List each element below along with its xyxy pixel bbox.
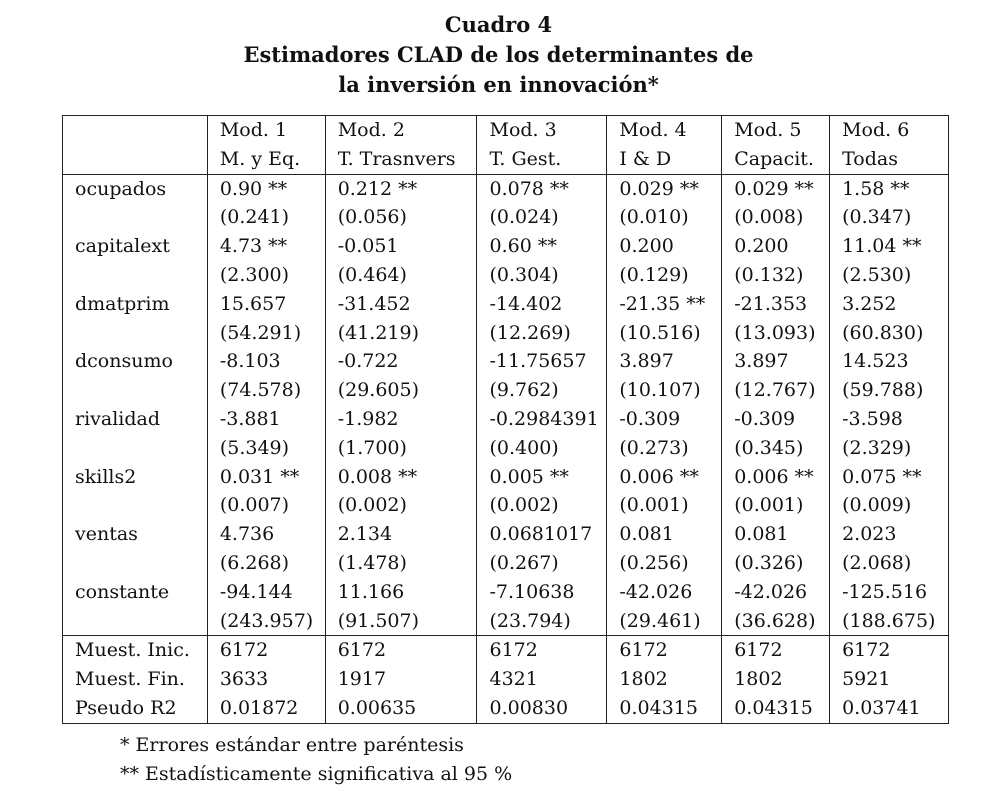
value-cell: 0.200: [607, 232, 722, 261]
value-cell: -42.026: [607, 578, 722, 607]
row-label-cell: [63, 261, 208, 290]
row-label-cell: ocupados: [63, 174, 208, 203]
value-cell: (1.700): [325, 434, 477, 463]
value-cell: 0.075 **: [830, 463, 949, 492]
value-cell: 1802: [722, 665, 830, 694]
caption-title-line-2: la inversión en innovación*: [338, 72, 659, 97]
row-label-cell: [63, 116, 208, 145]
row-label-cell: Muest. Inic.: [63, 636, 208, 665]
row-label-cell: dmatprim: [63, 290, 208, 319]
value-cell: (41.219): [325, 319, 477, 348]
table-notes: [120, 731, 512, 789]
value-cell: (0.241): [207, 203, 325, 232]
value-cell: (2.300): [207, 261, 325, 290]
caption-title-line-1: Estimadores CLAD de los determinantes de: [243, 42, 754, 67]
value-cell: (0.132): [722, 261, 830, 290]
value-cell: 3.252: [830, 290, 949, 319]
note-significance: ** Estadísticamente significativa al 95 %: [120, 763, 513, 785]
coefficient-row: [63, 347, 949, 376]
value-cell: M. y Eq.: [207, 145, 325, 174]
value-cell: (36.628): [722, 607, 830, 636]
value-cell: 1802: [607, 665, 722, 694]
value-cell: (0.464): [325, 261, 477, 290]
value-cell: Mod. 5: [722, 116, 830, 145]
value-cell: (188.675): [830, 607, 949, 636]
value-cell: -14.402: [477, 290, 607, 319]
value-cell: (0.002): [477, 491, 607, 520]
value-cell: (54.291): [207, 319, 325, 348]
value-cell: (0.001): [607, 491, 722, 520]
row-label-cell: [63, 145, 208, 174]
row-label-cell: [63, 491, 208, 520]
coefficient-row: [63, 463, 949, 492]
std-error-row: [63, 319, 949, 348]
value-cell: (0.009): [830, 491, 949, 520]
coefficient-row: [63, 405, 949, 434]
std-error-row: [63, 376, 949, 405]
value-cell: 0.200: [722, 232, 830, 261]
value-cell: 0.60 **: [477, 232, 607, 261]
value-cell: -8.103: [207, 347, 325, 376]
value-cell: (0.008): [722, 203, 830, 232]
value-cell: (0.345): [722, 434, 830, 463]
std-error-row: [63, 261, 949, 290]
value-cell: -0.722: [325, 347, 477, 376]
value-cell: (91.507): [325, 607, 477, 636]
value-cell: 0.04315: [722, 694, 830, 723]
value-cell: -3.598: [830, 405, 949, 434]
value-cell: 0.00635: [325, 694, 477, 723]
value-cell: (0.010): [607, 203, 722, 232]
value-cell: -0.309: [607, 405, 722, 434]
value-cell: T. Trasnvers: [325, 145, 477, 174]
row-label-cell: constante: [63, 578, 208, 607]
value-cell: Mod. 1: [207, 116, 325, 145]
statistics-row: [63, 636, 949, 665]
value-cell: 1917: [325, 665, 477, 694]
coefficient-row: [63, 232, 949, 261]
value-cell: (60.830): [830, 319, 949, 348]
value-cell: (13.093): [722, 319, 830, 348]
value-cell: (0.400): [477, 434, 607, 463]
value-cell: 11.166: [325, 578, 477, 607]
value-cell: 0.006 **: [722, 463, 830, 492]
value-cell: (12.269): [477, 319, 607, 348]
value-cell: 5921: [830, 665, 949, 694]
value-cell: (29.605): [325, 376, 477, 405]
value-cell: (10.516): [607, 319, 722, 348]
value-cell: (243.957): [207, 607, 325, 636]
coefficient-row: [63, 520, 949, 549]
row-label-cell: [63, 549, 208, 578]
value-cell: (0.304): [477, 261, 607, 290]
value-cell: 0.008 **: [325, 463, 477, 492]
value-cell: I & D: [607, 145, 722, 174]
value-cell: -0.2984391: [477, 405, 607, 434]
value-cell: 6172: [325, 636, 477, 665]
value-cell: 2.023: [830, 520, 949, 549]
coefficient-row: [63, 174, 949, 203]
row-label-cell: [63, 376, 208, 405]
value-cell: 0.0681017: [477, 520, 607, 549]
value-cell: (74.578): [207, 376, 325, 405]
value-cell: 4.73 **: [207, 232, 325, 261]
row-label-cell: [63, 434, 208, 463]
value-cell: -1.982: [325, 405, 477, 434]
value-cell: 4321: [477, 665, 607, 694]
value-cell: 0.029 **: [607, 174, 722, 203]
row-label-cell: [63, 203, 208, 232]
value-cell: 6172: [607, 636, 722, 665]
value-cell: 0.00830: [477, 694, 607, 723]
value-cell: -42.026: [722, 578, 830, 607]
row-label-cell: Muest. Fin.: [63, 665, 208, 694]
value-cell: Mod. 4: [607, 116, 722, 145]
value-cell: (10.107): [607, 376, 722, 405]
value-cell: 4.736: [207, 520, 325, 549]
value-cell: (0.273): [607, 434, 722, 463]
value-cell: (0.007): [207, 491, 325, 520]
value-cell: (59.788): [830, 376, 949, 405]
value-cell: 6172: [477, 636, 607, 665]
std-error-row: [63, 491, 949, 520]
value-cell: T. Gest.: [477, 145, 607, 174]
note-standard-errors: * Errores estándar entre paréntesis: [120, 734, 464, 756]
value-cell: (6.268): [207, 549, 325, 578]
std-error-row: [63, 607, 949, 636]
value-cell: 0.081: [722, 520, 830, 549]
coefficient-row: [63, 290, 949, 319]
value-cell: 0.006 **: [607, 463, 722, 492]
value-cell: Mod. 6: [830, 116, 949, 145]
value-cell: 6172: [722, 636, 830, 665]
value-cell: 0.029 **: [722, 174, 830, 203]
value-cell: 14.523: [830, 347, 949, 376]
header-row-model: [63, 116, 949, 145]
value-cell: -21.353: [722, 290, 830, 319]
value-cell: (0.347): [830, 203, 949, 232]
statistics-row: [63, 665, 949, 694]
value-cell: 0.078 **: [477, 174, 607, 203]
value-cell: (1.478): [325, 549, 477, 578]
value-cell: (2.530): [830, 261, 949, 290]
value-cell: (9.762): [477, 376, 607, 405]
value-cell: 0.005 **: [477, 463, 607, 492]
value-cell: (5.349): [207, 434, 325, 463]
value-cell: Capacit.: [722, 145, 830, 174]
value-cell: (0.326): [722, 549, 830, 578]
value-cell: Mod. 3: [477, 116, 607, 145]
value-cell: (0.001): [722, 491, 830, 520]
value-cell: -0.051: [325, 232, 477, 261]
value-cell: 0.04315: [607, 694, 722, 723]
value-cell: 11.04 **: [830, 232, 949, 261]
value-cell: (0.129): [607, 261, 722, 290]
coefficient-row: [63, 578, 949, 607]
std-error-row: [63, 549, 949, 578]
value-cell: (0.267): [477, 549, 607, 578]
value-cell: 6172: [830, 636, 949, 665]
std-error-row: [63, 434, 949, 463]
row-label-cell: dconsumo: [63, 347, 208, 376]
row-label-cell: skills2: [63, 463, 208, 492]
value-cell: 0.90 **: [207, 174, 325, 203]
value-cell: 3.897: [722, 347, 830, 376]
row-label-cell: Pseudo R2: [63, 694, 208, 723]
value-cell: (0.056): [325, 203, 477, 232]
value-cell: 0.01872: [207, 694, 325, 723]
value-cell: -94.144: [207, 578, 325, 607]
statistics-row: [63, 694, 949, 723]
row-label-cell: [63, 607, 208, 636]
value-cell: Todas: [830, 145, 949, 174]
value-cell: 0.212 **: [325, 174, 477, 203]
value-cell: (0.256): [607, 549, 722, 578]
value-cell: (12.767): [722, 376, 830, 405]
value-cell: 6172: [207, 636, 325, 665]
value-cell: 0.03741: [830, 694, 949, 723]
value-cell: -7.10638: [477, 578, 607, 607]
value-cell: (0.024): [477, 203, 607, 232]
header-row-description: [63, 145, 949, 174]
row-label-cell: rivalidad: [63, 405, 208, 434]
value-cell: 15.657: [207, 290, 325, 319]
regression-table: [62, 115, 949, 724]
value-cell: (29.461): [607, 607, 722, 636]
row-label-cell: [63, 319, 208, 348]
value-cell: 3.897: [607, 347, 722, 376]
value-cell: 3633: [207, 665, 325, 694]
value-cell: -125.516: [830, 578, 949, 607]
value-cell: 1.58 **: [830, 174, 949, 203]
value-cell: 0.031 **: [207, 463, 325, 492]
value-cell: -11.75657: [477, 347, 607, 376]
value-cell: (0.002): [325, 491, 477, 520]
value-cell: Mod. 2: [325, 116, 477, 145]
value-cell: 0.081: [607, 520, 722, 549]
row-label-cell: ventas: [63, 520, 208, 549]
value-cell: (23.794): [477, 607, 607, 636]
value-cell: -3.881: [207, 405, 325, 434]
value-cell: (2.068): [830, 549, 949, 578]
value-cell: -31.452: [325, 290, 477, 319]
caption-number: Cuadro 4: [444, 12, 553, 37]
std-error-row: [63, 203, 949, 232]
value-cell: -21.35 **: [607, 290, 722, 319]
row-label-cell: capitalext: [63, 232, 208, 261]
table-caption: [0, 10, 997, 100]
value-cell: -0.309: [722, 405, 830, 434]
value-cell: (2.329): [830, 434, 949, 463]
value-cell: 2.134: [325, 520, 477, 549]
